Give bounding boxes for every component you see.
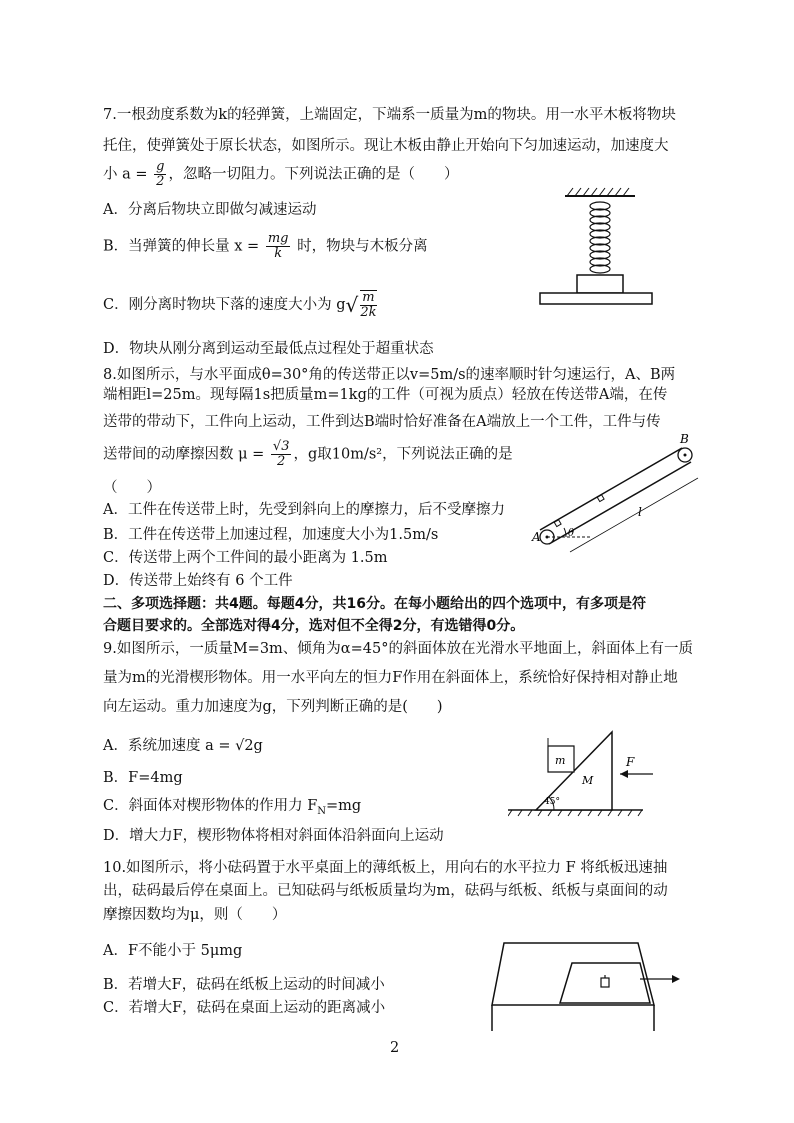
q8-answer-paren: （ ） (103, 480, 161, 496)
q9-label-m: m (555, 754, 566, 767)
q8-mu-fraction: $\frac{√3}{2}$ (272, 439, 290, 469)
q9-option-a: A．系统加速度 a = √2g (103, 738, 263, 754)
q9-wedge-figure (508, 722, 668, 822)
q8-line-3: 送带的带动下，工件向上运动，工件到达B端时恰好准备在A端放上一个工件，工件与传 (103, 414, 661, 430)
q8-option-c: C．传送带上两个工件间的最小距离为 1.5m (103, 550, 388, 566)
q7-option-b: B．当弹簧的伸长量 x = $\frac{mg}{k}$ 时，物块与木板分离 (103, 231, 428, 261)
q8-label-b: B (680, 432, 689, 446)
q9-label-f: F (626, 755, 635, 769)
q7-line-1: 7.一根劲度系数为k的轻弹簧，上端固定，下端系一质量为m的物块。用一水平木板将物块 (103, 107, 676, 123)
q7-option-c-fraction: $\frac{m}{2k}$ (360, 290, 377, 320)
q10-option-c: C．若增大F，砝码在桌面上运动的距离减小 (103, 1000, 386, 1016)
q7-line-3 (103, 160, 458, 189)
q9-label-angle: 45° (544, 797, 560, 807)
q10-line-1: 10.如图所示，将小砝码置于水平桌面上的薄纸板上，用向右的水平拉力 F 将纸板迅速抽 (103, 860, 668, 876)
q10-line-3: 摩擦因数均为μ，则（ ） (103, 907, 287, 923)
q8-conveyor-figure (530, 432, 710, 554)
q10-table-figure (490, 935, 690, 1035)
q8-option-b: B．工件在传送带上加速过程，加速度大小为1.5m/s (103, 527, 439, 543)
q9-label-big-m: M (582, 774, 594, 787)
q8-label-l: l (638, 505, 642, 519)
section-2-heading-line-2: 合题目要求的。全部选对得4分，选对但不全得2分，有选错得0分。 (103, 618, 525, 634)
q9-line-3: 向左运动。重力加速度为g，下列判断正确的是( ) (103, 699, 443, 715)
q9-line-2: 量为m的光滑楔形物体。用一水平向左的恒力F作用在斜面体上，系统恰好保持相对静止地 (103, 670, 678, 686)
q7-accel-fraction: $\frac{g}{2}$ (156, 159, 165, 189)
q7-stem-end: ，忽略一切阻力。下列说法正确的是（ ） (168, 166, 459, 183)
q9-option-d: D．增大力F，楔形物体将相对斜面体沿斜面向上运动 (103, 828, 444, 844)
q8-line-4: 送带间的动摩擦因数 μ = $\frac{√3}{2}$ ，g取10m/s²，下列说法正确的是 (103, 439, 513, 469)
q7-option-d: D．物块从刚分离到运动至最低点过程处于超重状态 (103, 341, 434, 357)
q7-line-2: 托住，使弹簧处于原长状态，如图所示。现让木板由静止开始向下匀加速运动，加速度大 (103, 138, 669, 154)
q10-option-b: B．若增大F，砝码在纸板上运动的时间减小 (103, 977, 385, 993)
q9-option-b: B．F=4mg (103, 770, 183, 786)
q10-line-2: 出，砝码最后停在桌面上。已知砝码与纸板质量均为m，砝码与纸板、纸板与桌面间的动 (103, 883, 668, 899)
q7-option-b-fraction: $\frac{mg}{k}$ (267, 231, 289, 261)
sqrt-sign: √ (345, 293, 359, 317)
page-number: 2 (390, 1040, 400, 1056)
q7-spring-figure (535, 186, 660, 311)
q8-label-a: A (532, 530, 541, 544)
q8-label-theta: θ (568, 528, 575, 539)
q9-line-1: 9.如图所示，一质量M=3m、倾角为α=45°的斜面体放在光滑水平地面上，斜面体上有一质 (103, 641, 693, 657)
q7-option-a: A．分离后物块立即做匀减速运动 (103, 202, 317, 218)
q8-option-d: D．传送带上始终有 6 个工件 (103, 573, 293, 589)
q9-option-c: C．斜面体对楔形物体的作用力 $F_N=mg$ (103, 798, 362, 817)
q7-accel-label: 小 a = (103, 166, 153, 183)
section-2-heading-line-1: 二、多项选择题：共4题。每题4分，共16分。在每小题给出的四个选项中，有多项是符 (103, 596, 646, 612)
q8-option-a: A．工件在传送带上时，先受到斜向上的摩擦力，后不受摩擦力 (103, 502, 505, 518)
q10-option-a: A．F不能小于 5μmg (103, 943, 243, 959)
q8-line-1: 8.如图所示，与水平面成θ=30°角的传送带正以v=5m/s的速率顺时针匀速运行，A、B两 (103, 367, 676, 383)
q8-line-2: 端相距l=25m。现每隔1s把质量m=1kg的工件（可视为质点）轻放在传送带A端，在传 (103, 387, 668, 403)
q7-option-c: C．刚分离时物块下落的速度大小为 g√ $\frac{m}{2k}$ (103, 290, 377, 320)
